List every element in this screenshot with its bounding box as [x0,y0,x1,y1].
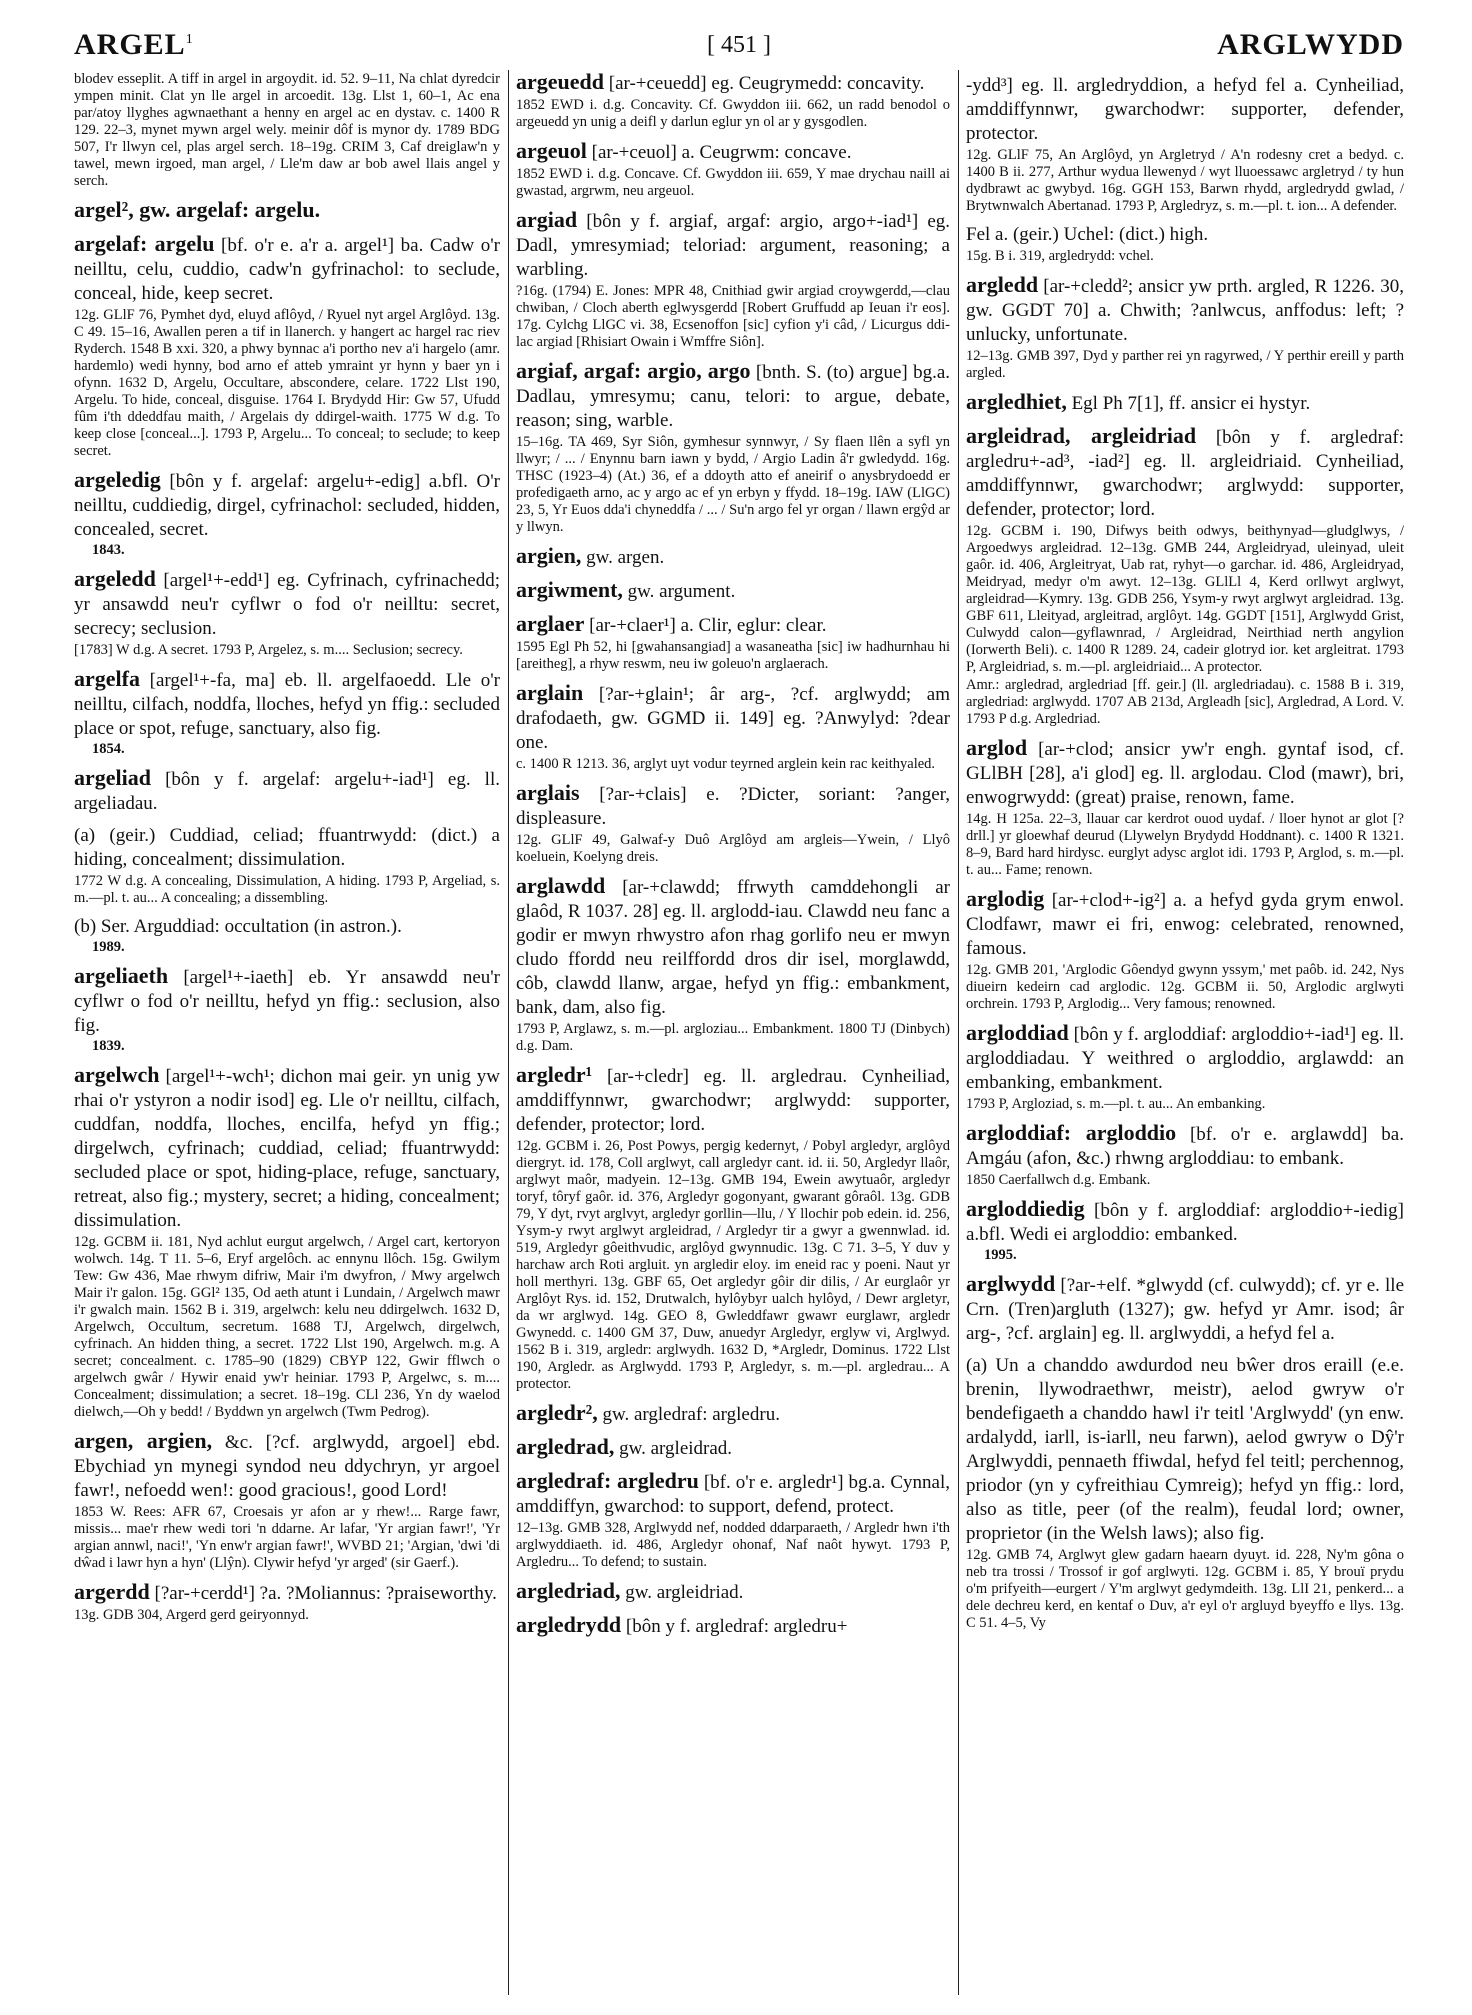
entry-headword: argel², gw. argelaf: argelu. [74,197,321,222]
entry-citations: 15–16g. TA 469, Syr Siôn, gymhesur synnwyr, / Sy flaen llên a syfl yn llwyr; / ... / Enynnu barn iawn y bydd, / Argio Ladin â'r gwledydd. 16g. THSC (1923–4) (At.) 36, ef a ddoyth atto ef aneirif o anysbrydoedd er profedigaeth arno, ac y argo ac ef yn erbyn y ffydd. 18–19g. IAW (LlGC) 23, 5, Yr Euos dda'i chyneddfa / ... / Su'n argo fel yr organ / llawn ergŷd ar y llwyn. [516,434,950,535]
entry-citations: 1852 EWD i. d.g. Concavity. Cf. Gwyddon iii. 662, un radd benodol o argeuedd yn unig a deifl y darlun eglur yn ol ar y gysgodlen. [516,97,950,130]
entry-citations: 1793 P, Argloziad, s. m.—pl. t. au... An embanking. [966,1096,1266,1112]
entry-definition: [?ar-+clais] e. ?Dicter, soriant: ?anger, displeasure. [516,784,950,829]
entry-citations: 13g. GDB 304, Argerd gerd geiryonnyd. [74,1607,309,1623]
entry-citations: 12g. GMB 74, Arglwyt glew gadarn haearn dyuyt. id. 228, Ny'm gôna o neb tra trossi / Trossof ir gof arglwyti. 12g. GCBM i. 85, Y brouï prydu o'm prifyeith—eurgert / Y'm arglwyt gedymdeith. 13g. LlI 21, penkerd... a dele dechreu kerd, en kentaf o Duv, a'r eyl o'r argluyd byeyffo e llys. 13g. C 51. 4–5, Vy [966,1547,1404,1631]
entry-definition: &c. [?cf. arglwydd, argoel] ebd. Ebychiad yn mynegi syndod neu ddychryn, yr argoel fawr!, nefoedd wen!: good gracious!, good Lord! [74,1432,500,1501]
entry-headword: argledr¹ [516,1062,593,1087]
entry-definition: [bf. o'r e. argledr¹] bg.a. Cynnal, amddiffyn, gwarchod: to support, defend, protect. [516,1472,950,1517]
entry-headword: arglodig [966,886,1045,911]
dictionary-entry [74,824,500,907]
dictionary-entry [74,1580,500,1624]
column-divider [508,70,509,1995]
entry-citations: 12g. GLlF 76, Pymhet dyd, eluyd aflôyd, / Ryuel nyt argel Arglôyd. 13g. C 49. 15–16, Awallen peren a tif in llanerch. y hangert ac hargel rac riev Ryderch. 1548 B xxi. 320, a phwy bynnac a'i portho nev a'i hargelo (amr. hardemlo) wedi hynny, bod arno ef atteb ymraint yr hynn y baer yn i ofynn. 1632 D, Argelu, Occultare, abscondere, celare. 1722 Llst 190, Argelu. To hide, conceal, disguise. 1764 I. Brydydd Hir: Gw 57, Ufudd fûm i'th ddeddfau maith, / Argelais dy ddirgel-waith. 1775 W d.g. To keep close [conceal...]. 1793 P, Argelu... To conceal; to seclude; to keep secret. [74,307,500,459]
entry-headword: argeuedd [516,70,604,94]
entry-date: 1995. [984,1247,1017,1263]
entry-citations: 1853 W. Rees: AFR 67, Croesais yr afon ar y rhew!... Rarge fawr, missis... mae'r rhew wedi tori 'n ddarne. Ar lafar, 'Yr argian fawr!', 'Yr argian annwl, naci!', 'Yn enw'r argian fawr!', WVBD 21; 'Argian, 'dwi 'di dŵad i lawr hyn a hyn' (Llŷn). Clywir hefyd 'yr arged' (sir Gaerf.). [74,1504,500,1571]
entry-date: 1989. [92,939,125,955]
entry-date: 1843. [92,542,125,558]
entry-definition: [ar-+clod+-ig²] a. a hefyd gyda grym enwol. Clodfawr, mawr ei fri, enwog: celebrated, renowned, famous. [966,890,1404,959]
dictionary-entry [516,1063,950,1393]
entry-headword: argledd [966,272,1039,297]
entry-definition: (a) (geir.) Cuddiad, celiad; ffuantrwydd: (dict.) a hiding, concealment; dissimulation. [74,825,500,870]
entry-definition: [bôn y f. argledraf: argledru+ [625,1616,848,1637]
entry-headword: argelaf: argelu [74,231,215,256]
entry-date: 1839. [92,1038,125,1054]
dictionary-entry [74,198,500,224]
entry-definition: [argel¹+-iaeth] eb. Yr ansawdd neu'r cyflwr o fod o'r neilltu, hefyd yn ffig.: seclusion, also fig. [74,967,500,1036]
entry-citations: 12g. GCBM ii. 181, Nyd achlut eurgut argelwch, / Argel cart, kertoryon wolwch. 14g. T 11. 5–6, Eryf argelôch. ac ennynu llôch. 15g. Gwilym Tew: Gw 436, Mae rhwym difriw, Mair i'm dwyfron, / Mwy argelwch Mair i'r galon. 15g. GGl² 135, Od aeth atunt i Lundain, / Argelwch mawr i'r gwalch main. 1562 B i. 319, argelwch: kelu neu ddirgelwch. 1632 D, Argelwch, Occultum, secretum. 1688 TJ, Argelwch, dirgelwch, cyfrinach. An hidden thing, a secret. 1722 Llst 190, Argelwch. m.g. A secret; concealment. c. 1785–90 (1829) CBYP 122, Gwir fflwch o argelwch gwâr / Hywir enaid yw'r heiniar. 1793 P, Argelwc, s. m.... Concealment; dissimulation; a secret. 18–19g. CLl 236, Yn dy waelod dielwch,—Oh y bedd! / Byddwn yn argelwch (Twm Pedrog). [74,1234,500,1420]
entry-citations: 12g. GLlF 75, An Arglôyd, yn Argletryd / A'n rodesny cret a bedyd. c. 1400 B ii. 277, Arthur wydua llewenyd / wyt lluoessawc argletryd / ty hun dydbrawt ac gwybyd. 16g. GGH 153, Barwn rhydd, argledrydd gwlad, / Brytwnwalch Abertanad. 1793 P, Argledryz, s. m.—pl. t. ion... A defender. [966,147,1404,214]
dictionary-entry [74,667,500,758]
dictionary-entry [74,1429,500,1572]
dictionary-entry [516,70,950,131]
entry-citations: 12g. GLlF 49, Galwaf-y Duô Arglôyd am argleis—Ywein, / Llyô koeluein, Koelyng dreis. [516,832,950,865]
dictionary-entry [966,1121,1404,1189]
entry-headword: argeledig [74,467,161,492]
entry-citations: 12g. GCBM i. 26, Post Powys, pergig kedernyt, / Pobyl argledyr, arglôyd diergryt. id. 178, Coll arglwyt, call argledyr cant. id. ii. 50, Argledyr llaôr, arglwyt maôr, madyein. 12–13g. GMB 194, Ewein awytuaôr, argledyr toryf, tôryf gaôr. id. 376, Argledyr gogonyant, gwarant gôraôl. 13g. GDB 79, Y dyt, rvyt arglvyt, argledyr gorllin—llu, / Y llochir pob edein. id. 256, Ysym-y rwyt arglwyt argleidrad, / Argledyr tir a gwyr a gwennwlad. id. 519, Argledyr gôeithvudic, arglôyd gwynnudic. 13g. C 71. 3–5, Y duv y harchaw arch Roti argluit. yn argledir eloy. im eneid rac y poeni. Naut yr holl merthyri. 13g. GBF 65, Oet argledyr gôir dir dilis, / Ar eurglaôr yr Arglôyt Rys. id. 152, Drutwalch, hylôybyr ualch hylôyd, / Dewr argletyr, da wr arglwyd. 14g. GEO 8, Gwleddfawr gwawr eurglawr, argledr Gwynedd. c. 1400 GM 37, Duw, anuedyr Argledyr, erglyw vi, Arglwyd. 1562 B i. 319, argledr: arglwydh. 1632 D, *Argledr, Dominus. 1722 Llst 190, Argledr. as Arglwydd. 1793 P, Argledyr, s. m.—pl. argledrau... A protector. [516,1138,950,1392]
entry-headword: argloddiad [966,1020,1069,1045]
entry-citations: 12–13g. GMB 328, Arglwydd nef, nodded ddarparaeth, / Argledr hwn i'th arglwyddiaeth. id. 486, Argledyr ohonaf, Naf naôt hywyt. 1793 P, Argledru... To defend; to sustain. [516,1520,950,1570]
dictionary-entry [516,1469,950,1571]
entry-definition: [bôn y f. argelaf: argelu+-edig] a.bfl. O'r neilltu, cuddiedig, dirgel, cyfrinachol: secluded, hidden, concealed, secret. [74,471,500,540]
entry-definition: (a) Un a chanddo awdurdod neu bŵer dros eraill (e.e. brenin, llywodraethwr, meistr), aelod gwryw o'r bendefigaeth a chanddo hawl i'r teitl 'Arglwydd' (yn enw. ardalydd, iarll, is-iarll, neu farwn), aelod gwryw o Dŷ'r Arglwyddi, pennaeth ffiwdal, hefyd fel teitl; perchennog, priodor (yn y cyfreithiau Cymreig); hefyd yn ffig.: lord, also as title, peer (of the realm), feudal lord; owner, proprietor (in the Welsh laws); also fig. [966,1355,1404,1544]
entry-headword: arglais [516,780,580,805]
entry-definition: [bôn y f. argledraf: argledru+-ad³, -iad²] eg. ll. argleidriaid. Cynheiliad, amddiffynnwr, gwarchodwr; arglwydd: supporter, defender, protector; lord. [966,427,1404,520]
entry-headword: argledr², [516,1400,598,1425]
dictionary-entry [74,567,500,659]
entry-citations: Amr.: argledrad, argledriad [ff. geir.] (ll. argledriadau). c. 1588 B i. 319, argledriad: arglwydd. 1707 AB 213d, Argleadh [sic], Argledrad, A Lord. V. 1793 P d.g. Argledriad. [966,677,1404,727]
entry-definition: [ar-+claer¹] a. Clir, eglur: clear. [589,615,827,636]
entry-definition: Fel a. (geir.) Uchel: (dict.) high. [966,224,1209,245]
entry-citations: 12g. GMB 201, 'Arglodic Gôendyd gwynn yssym,' met paôb. id. 242, Nys diueirn kedeirn cad arglodic. 12g. GCBM ii. 50, Arglodic arglwyti orchrein. 1793 P, Arglodig... Very famous; renowned. [966,962,1404,1012]
entry-definition: [ar-+cledr] eg. ll. argledrau. Cynheiliad, amddiffynnwr, gwarchodwr; arglwydd: supporter, defender, protector; lord. [516,1066,950,1135]
entry-definition: gw. argen. [586,547,665,568]
dictionary-entry [516,359,950,536]
dictionary-entry [516,681,950,773]
dictionary-entry [516,1435,950,1461]
dictionary-entry [74,915,500,956]
entry-headword: argledriad, [516,1578,621,1603]
entry-headword: argiad [516,207,578,232]
column-divider [958,70,959,1995]
entry-headword: argelwch [74,1062,160,1087]
entry-date: 1854. [92,741,125,757]
entry-citations: 1772 W d.g. A concealing, Dissimulation, A hiding. 1793 P, Argeliad, s. m.—pl. t. au... A concealing; a dissembling. [74,873,500,906]
dictionary-entry [516,1401,950,1427]
running-head-right: ARGLWYDD [1217,28,1404,61]
entry-headword: argiaf, argaf: argio, argo [516,358,751,383]
entry-citations: 15g. B i. 319, argledrydd: vchel. [966,248,1154,264]
dictionary-entry [516,578,950,604]
dictionary-entry [516,781,950,866]
entry-definition: gw. argleidriad. [625,1582,744,1603]
page-number: [ 451 ] [707,32,771,58]
entry-definition: [bf. o'r e. a'r a. argel¹] ba. Cadw o'r neilltu, celu, cuddio, cadw'n gyfrinachol: to seclude, conceal, hide, keep secret. [74,235,500,304]
entry-definition: gw. argument. [627,581,736,602]
dictionary-entry [516,1613,950,1639]
entry-headword: arglawdd [516,873,606,898]
dictionary-entry [516,208,950,351]
column-1 [74,70,500,1995]
dictionary-entry [966,273,1404,382]
entry-headword: argien, [516,543,582,568]
column-3 [966,70,1404,1995]
entry-citations: 1595 Egl Ph 52, hi [gwahansangiad] a wasaneatha [sic] iw hadhurnhau hi [areitheg], a rhyw reswm, neu iw goleuo'n arglaerach. [516,639,950,672]
entry-headword: argleidrad, argleidriad [966,423,1197,448]
dictionary-entry [516,544,950,570]
entry-definition: [bôn y f. argelaf: argelu+-iad¹] eg. ll. argeliadau. [74,769,500,814]
dictionary-entry [966,1354,1404,1632]
entry-definition: (b) Ser. Arguddiad: occultation (in astron.). [74,916,402,937]
entry-citations: ?16g. (1794) E. Jones: MPR 48, Cnithiad gwir argiad croywgerdd,—clau chwiban, / Cloch aberth eglwysgerdd [Robert Gruffudd ap Ieuan i'r eos]. 17g. Cylchg LlGC vi. 38, Ecsenoffon [sic] cyfion y'i câd, / Licurgus ddi-lac argiad [Rhisiart Owain i Wmffre Siôn]. [516,283,950,350]
dictionary-entry [74,232,500,460]
entry-headword: argeliad [74,765,151,790]
dictionary-entry [516,139,950,200]
entry-citations: 1793 P, Arglawz, s. m.—pl. argloziau... Embankment. 1800 TJ (Dinbych) d.g. Dam. [516,1021,950,1054]
dictionary-entry [74,1063,500,1421]
entry-citations: 1852 EWD i. d.g. Concave. Cf. Gwyddon iii. 659, Y mae drychau naill ai gwastad, argrwm, neu argeuol. [516,166,950,199]
entry-definition: [?ar-+cerdd¹] ?a. ?Moliannus: ?praiseworthy. [154,1583,497,1604]
dictionary-entry [966,887,1404,1013]
entry-definition: [ar-+ceuol] a. Ceugrwm: concave. [591,142,852,163]
entry-definition: [bôn y f. argloddiaf: argloddio+-iad¹] eg. ll. argloddiadau. Y weithred o argloddio, arglawdd: an embanking, embankment. [966,1024,1404,1093]
entry-citations: 14g. H 125a. 22–3, llauar car kerdrot ouod uydaf. / lloer hynot ar glot [?drll.] yr gloewhaf deurud (Llywelyn Brydydd Hoddnant). c. 1400 R 1321. 8–9, Bard hard hirdysc. eurglyt adysc arglot idi. 1793 P, Arglod, s. m.—pl. t. au... Fame; renown. [966,811,1404,878]
dictionary-entry [966,390,1404,416]
entry-citations: [1783] W d.g. A secret. 1793 P, Argelez, s. m.... Seclusion; secrecy. [74,642,463,658]
entry-headword: argelfa [74,666,140,691]
dictionary-entry [74,766,500,816]
entry-definition: [bf. o'r e. arglawdd] ba. Amgáu (afon, &c.) rhwng argloddiau: to embank. [966,1124,1404,1169]
entry-citations: blodev esseplit. A tiff in argel in argoydit. id. 52. 9–11, Na chlat dyredcir ympen minit. Clat yn lle argel in arcoedit. 13g. Llst 1, 60–1, Ac ena par/atoy llyghes agwnaethant a henny en argel ac en dystav. c. 1400 R 129. 22–3, mynet mywn argel wely. meinir dôf is mynor dy. 1789 BDG 507, I'r llwyn cel, plas argel serch. 18–19g. CRIM 3, Caf dreiglaw'n y tawel, mewn irgoed, man argel, / Lle'm daw ar bob awel llais angel y serch. [74,71,500,189]
dictionary-entry [966,1197,1404,1264]
entry-citations: c. 1400 R 1213. 36, arglyt uyt vodur teyrned arglein kein rac keithyaled. [516,756,936,772]
dictionary-entry [516,874,950,1055]
entry-headword: argeliaeth [74,963,169,988]
entry-headword: argloddiaf: argloddio [966,1120,1177,1145]
entry-definition: [bôn y f. argloddiaf: argloddio+-iedig] a.bfl. Wedi ei argloddio: embanked. [966,1200,1404,1245]
entry-headword: arglwydd [966,1271,1056,1296]
entry-definition: [ar-+clod; ansicr yw'r engh. gyntaf isod, cf. GLlBH [28], a'i glod] eg. ll. arglodau. Clod (mawr), bri, enwogrwydd: (great) praise, renown, fame. [966,739,1404,808]
entry-citations: 12g. GCBM i. 190, Difwys beith odwys, beithynyad—gludglwys, / Argoedwys argleidrad. 12–13g. GMB 244, Argleidryad, uleinyad, uleit gaôr. id. 406, Argleitryat, Uab rat, ryhyt—o garchar. id. 486, Argleidryad, Meidryad, medyr o'm awyt. 12–13g. GLlLl 4, Kerd orllwyt arglwyt, argleidrad—Kymry. 13g. GDB 256, Ysym-y rwyt arglwyt argleidrad. 13g. GBF 611, Lleityad, argleitrad, arglôyt. 14g. GGDT [151], Arglwydd Grist, Culwydd calon—gyflawnrad, / Argleidrad, Neirthiad nerth angylion (Iorwerth Beli). c. 1400 R 1289. 24, cadeir glotryd ior. ket argleitrat. 1793 P, Argleidriad, s. m.—pl. argleidriaid... A protector. [966,523,1404,675]
entry-definition: [?ar-+elf. *glwydd (cf. culwydd); cf. yr e. lle Crn. (Tren)argluth (1327); gw. hefyd yr Amr. isod; âr arg-, ?cf. arglain] eg. ll. arglwyddi, a hefyd fel a. [966,1275,1404,1344]
dictionary-entry [966,74,1404,215]
entry-definition: Egl Ph 7[1], ff. ansicr ei hystyr. [1071,393,1311,414]
dictionary-entry [516,1579,950,1605]
entry-headword: argledraf: argledru [516,1468,699,1493]
entry-definition: [argel¹+-edd¹] eg. Cyfrinach, cyfrinachedd; yr ansawdd neu'r cyflwr o fod o'r neilltu: secret, secrecy; seclusion. [74,570,500,639]
entry-headword: argeuol [516,138,587,163]
entry-definition: [ar-+cledd²; ansicr yw prth. argled, R 1226. 30, gw. GGDT 70] a. Chwith; ?anlwcus, anffodus: left; ?unlucky, unfortunate. [966,276,1404,345]
entry-headword: argloddiedig [966,1196,1085,1221]
entry-definition: gw. argledraf: argledru. [602,1404,780,1425]
column-2 [516,70,950,1995]
dictionary-entry [966,736,1404,879]
entry-headword: argen, argien, [74,1428,213,1453]
dictionary-entry [74,964,500,1055]
dictionary-entry [966,1272,1404,1346]
dictionary-entry [966,424,1404,728]
entry-citations: 1850 Caerfallwch d.g. Embank. [966,1172,1151,1188]
entry-definition: [bôn y f. argiaf, argaf: argio, argo+-iad¹] eg. Dadl, ymresymiad; teloriad: argument, reasoning; a warbling. [516,211,950,280]
dictionary-entry [74,468,500,559]
entry-headword: argeledd [74,566,156,591]
entry-definition: -ydd³] eg. ll. argledryddion, a hefyd fel a. Cynheiliad, amddiffynnwr, gwarchodwr: supporter, defender, protector. [966,75,1404,144]
dictionary-entry [966,223,1404,265]
entry-headword: argerdd [74,1579,150,1604]
entry-headword: arglain [516,680,584,705]
entry-headword: argledrydd [516,1612,622,1637]
dictionary-entry [516,612,950,673]
entry-definition: [ar-+ceuedd] eg. Ceugrymedd: concavity. [608,73,925,94]
entry-headword: argledrad, [516,1434,615,1459]
entry-headword: arglaer [516,611,585,636]
entry-headword: argiwment, [516,577,623,602]
entry-headword: arglod [966,735,1028,760]
dictionary-entry [966,1021,1404,1113]
entry-headword: argledhiet, [966,389,1067,414]
dictionary-entry [74,71,500,190]
page-header [74,28,1404,68]
entry-definition: [argel¹+-fa, ma] eb. ll. argelfaoedd. Lle o'r neilltu, cilfach, noddfa, lloches, hefyd yn ffig.: secluded place or spot, refuge, sanctuary, also fig. [74,670,500,739]
entry-definition: gw. argleidrad. [619,1438,733,1459]
entry-citations: 12–13g. GMB 397, Dyd y parther rei yn ragyrwed, / Y perthir ereill y parth argled. [966,348,1404,381]
entry-definition: [ar-+clawdd; ffrwyth camddehongli ar glaôd, R 1037. 28] eg. ll. arglodd-iau. Clawdd neu fanc a godir er mwyn rhwystro afon rhag gorlifo neu er mwyn cludo ffordd neu reilffordd dros dir isel, morglawdd, côb, clawdd llanw, argae, hefyd yn ffig.: embankment, bank, dam, also fig. [516,877,950,1018]
running-head-left: ARGEL$^1$ [74,28,194,61]
entry-definition: [argel¹+-wch¹; dichon mai geir. yn unig yw rhai o'r ystyron a nodir isod] eg. Lle o'r neilltu, cilfach, cuddfan, noddfa, lloches, encilfa, hefyd yn ffig.; dirgelwch, cyfrinach; cuddiad, celiad; ffuantrwydd: secluded place or spot, hiding-place, refuge, sanctuary, retreat, also fig.; mystery, secret; a hiding, concealment; dissimulation. [74,1066,500,1231]
entry-definition: [?ar-+glain¹; âr arg-, ?cf. arglwydd; am drafodaeth, gw. GGMD ii. 149] eg. ?Anwylyd: ?dear one. [516,684,950,753]
entry-definition: [bnth. S. (to) argue] bg.a. Dadlau, ymresymu; canu, telori: to argue, debate, reason; sing, warble. [516,362,950,431]
